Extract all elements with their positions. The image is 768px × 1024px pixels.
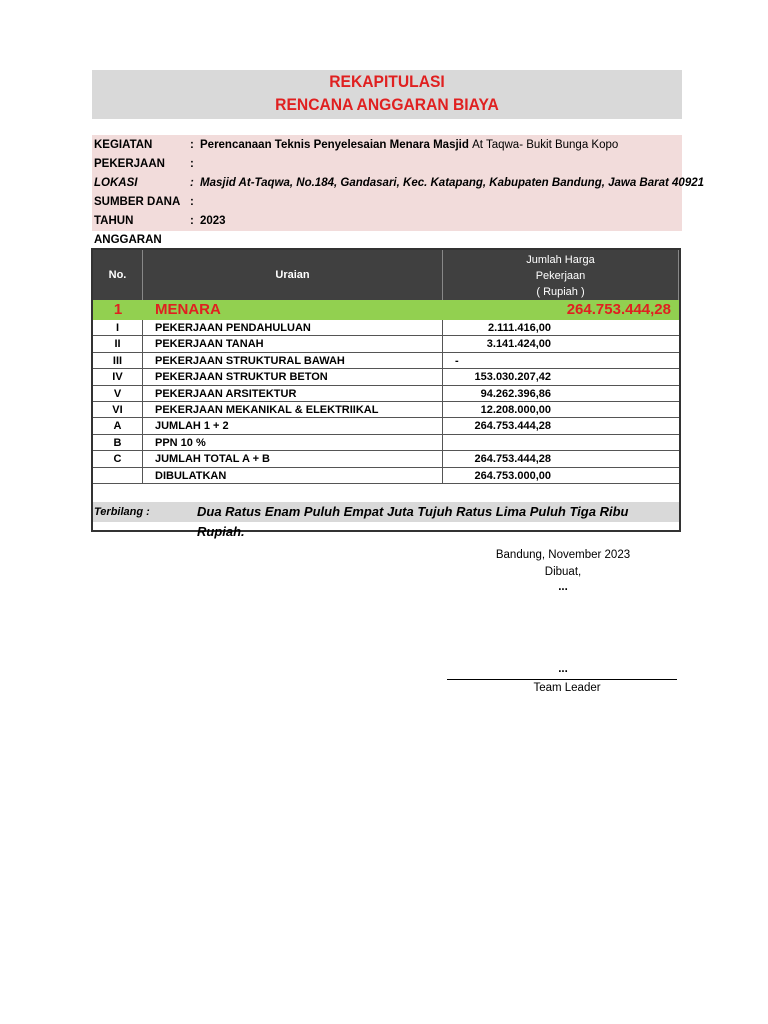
- table-row: [93, 353, 679, 369]
- title-line-2: RENCANA ANGGARAN BIAYA: [275, 95, 499, 114]
- row-value: 2.111.416,00: [487, 322, 551, 334]
- row-uraian: PEKERJAAN MEKANIKAL & ELEKTRIIKAL: [143, 402, 443, 417]
- row-value: 3.141.424,00: [486, 338, 551, 351]
- sign-dots-name: ...: [558, 663, 568, 675]
- section-value: 264.753.444,28: [566, 301, 671, 318]
- row-no: V: [93, 386, 143, 401]
- row-uraian: PEKERJAAN STRUKTUR BETON: [143, 369, 443, 384]
- colon: :: [190, 158, 194, 170]
- row-no: [93, 468, 143, 483]
- row-uraian: PEKERJAAN PENDAHULUAN: [143, 320, 443, 335]
- table-row: [93, 369, 679, 385]
- kegiatan-label: KEGIATAN: [94, 139, 153, 151]
- header-no: No.: [93, 250, 143, 300]
- table-row: [93, 468, 679, 484]
- section-no: 1: [113, 301, 123, 318]
- sign-dots-top: ...: [558, 581, 568, 593]
- row-uraian: PEKERJAAN TANAH: [143, 336, 443, 351]
- lokasi-value: Masjid At-Taqwa, No.184, Gandasari, Kec. Katapang, Kabupaten Bandung, Jawa Barat 40921: [200, 177, 705, 189]
- info-kegiatan: [92, 136, 682, 155]
- section-row: [93, 300, 679, 320]
- tahun-anggaran-value: 2023: [200, 215, 226, 227]
- project-info: [92, 135, 705, 246]
- row-uraian: DIBULATKAN: [143, 468, 443, 483]
- info-sumber-dana: [92, 193, 682, 212]
- colon: :: [190, 196, 194, 208]
- row-no: IV: [93, 369, 143, 384]
- kegiatan-value-suffix: At Taqwa- Bukit Bunga Kopo: [472, 139, 619, 151]
- table-row: [93, 418, 679, 434]
- row-uraian: JUMLAH 1 + 2: [143, 418, 443, 433]
- tahun-anggaran-label: TAHUN ANGGARAN: [94, 215, 162, 246]
- row-value: 264.753.000,00: [474, 469, 551, 482]
- header-uraian: Uraian: [143, 250, 443, 300]
- info-tahun-anggaran: [92, 212, 682, 246]
- document-title: [92, 70, 682, 119]
- table-row: [93, 320, 679, 336]
- section-uraian: MENARA: [155, 301, 221, 318]
- sign-place-date: Bandung, November 2023: [495, 549, 631, 561]
- row-value: 264.753.444,28: [474, 453, 551, 466]
- row-no: II: [93, 336, 143, 351]
- table-row: [93, 402, 679, 418]
- row-no: B: [93, 435, 143, 450]
- table-row: [93, 451, 679, 467]
- header-jumlah-line2: Pekerjaan: [535, 270, 586, 282]
- row-no: III: [93, 353, 143, 368]
- row-value: 153.030.207,42: [474, 371, 551, 384]
- terbilang-label: Terbilang :: [94, 506, 150, 518]
- row-uraian: PEKERJAAN STRUKTURAL BAWAH: [143, 353, 443, 368]
- kegiatan-value: [200, 136, 618, 155]
- row-uraian: JUMLAH TOTAL A + B: [143, 451, 443, 466]
- row-uraian: PEKERJAAN ARSITEKTUR: [143, 386, 443, 401]
- header-jumlah-line1: Jumlah Harga: [526, 254, 595, 266]
- row-value: 12.208.000,00: [480, 404, 551, 416]
- info-lokasi: [92, 174, 705, 193]
- signature-line: [447, 679, 677, 680]
- pekerjaan-label: PEKERJAAN: [94, 158, 165, 170]
- row-uraian: PPN 10 %: [143, 435, 443, 450]
- terbilang-row: [93, 502, 679, 539]
- lokasi-label: LOKASI: [94, 177, 138, 189]
- table-row: [93, 435, 679, 451]
- row-value: -: [455, 354, 459, 367]
- terbilang-text: Dua Ratus Enam Puluh Empat Juta Tujuh Ratus Lima Puluh Tiga Ribu Rupiah.: [197, 504, 629, 539]
- row-no: I: [93, 320, 143, 335]
- header-jumlah-line3: ( Rupiah ): [536, 286, 585, 298]
- row-no: VI: [93, 402, 143, 417]
- table-row: [93, 386, 679, 402]
- sumber-dana-label: SUMBER DANA: [94, 196, 181, 208]
- colon: :: [190, 177, 194, 189]
- colon: :: [190, 139, 194, 151]
- row-value: 264.753.444,28: [474, 420, 551, 433]
- sign-role: Team Leader: [533, 682, 601, 694]
- row-no: C: [93, 451, 143, 466]
- info-pekerjaan: [92, 155, 682, 174]
- kegiatan-value-main: Perencanaan Teknis Penyelesaian Menara Masjid: [200, 139, 469, 151]
- title-line-1: REKAPITULASI: [329, 72, 445, 91]
- header-jumlah: [443, 250, 679, 300]
- row-no: A: [93, 418, 143, 433]
- sign-made-by: Dibuat,: [544, 566, 582, 578]
- rab-table: [91, 248, 681, 539]
- colon: :: [190, 215, 194, 227]
- table-row: [93, 336, 679, 352]
- row-value: 94.262.396,86: [480, 387, 551, 400]
